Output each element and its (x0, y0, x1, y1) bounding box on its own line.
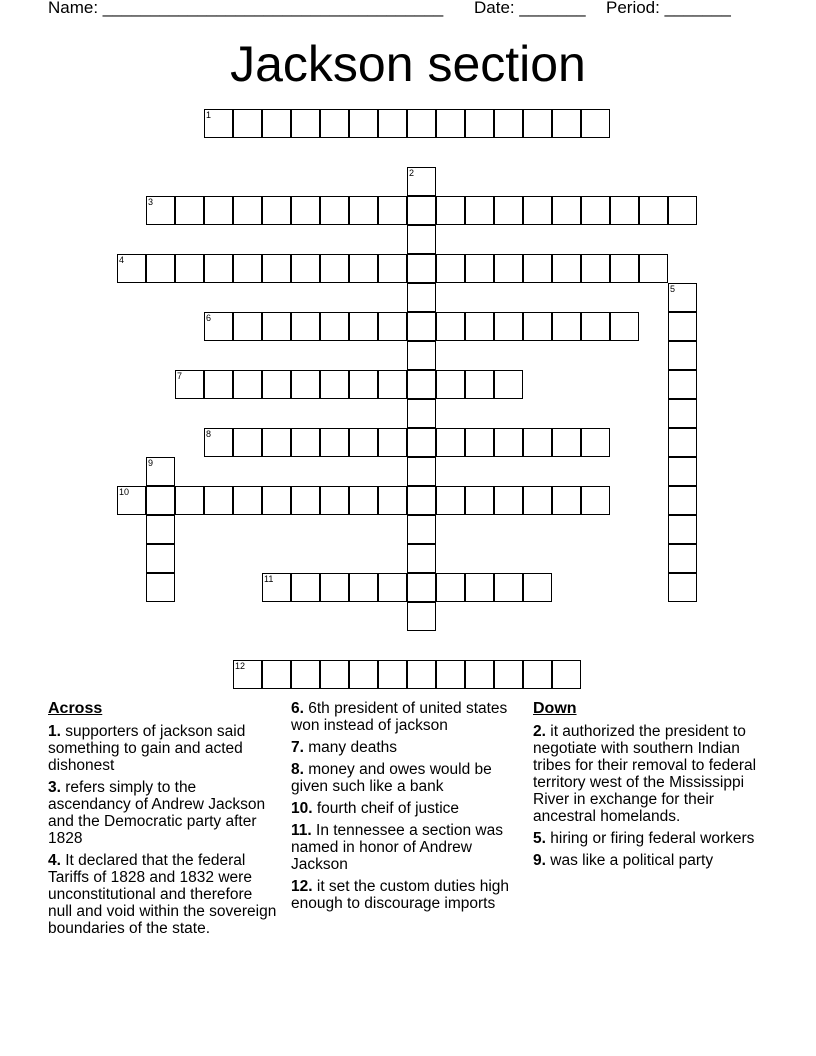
crossword-cell[interactable] (262, 573, 291, 602)
crossword-cell[interactable] (494, 660, 523, 689)
crossword-cell[interactable] (175, 486, 204, 515)
crossword-cell[interactable] (465, 254, 494, 283)
crossword-cell[interactable] (523, 312, 552, 341)
crossword-cell[interactable] (262, 660, 291, 689)
clue-number: 7. (291, 739, 304, 756)
crossword-cell[interactable] (407, 109, 436, 138)
crossword-cell[interactable] (378, 109, 407, 138)
clue-number: 9. (533, 852, 546, 869)
crossword-cell[interactable] (262, 312, 291, 341)
clue-across-6 (291, 700, 526, 734)
crossword-cell[interactable] (668, 196, 697, 225)
crossword-cell[interactable] (233, 196, 262, 225)
crossword-cell[interactable] (175, 370, 204, 399)
crossword-cell[interactable] (436, 196, 465, 225)
crossword-cell[interactable] (407, 544, 436, 573)
crossword-cell[interactable] (436, 254, 465, 283)
clue-text: money and owes would be given such like a bank (291, 761, 492, 795)
crossword-cell[interactable] (436, 370, 465, 399)
across-clues-column-2 (291, 700, 526, 917)
clue-across-12 (291, 878, 526, 912)
crossword-cell[interactable] (668, 399, 697, 428)
clue-number: 11. (291, 822, 312, 839)
crossword-cell[interactable] (262, 370, 291, 399)
name-field-label: Name: ____________________________________ (48, 0, 444, 17)
crossword-cell[interactable] (349, 254, 378, 283)
crossword-cell[interactable] (262, 109, 291, 138)
crossword-cell[interactable] (436, 312, 465, 341)
crossword-cell[interactable] (668, 457, 697, 486)
crossword-cell[interactable] (349, 109, 378, 138)
crossword-cell[interactable] (349, 312, 378, 341)
crossword-cell[interactable] (523, 486, 552, 515)
crossword-cell[interactable] (233, 486, 262, 515)
down-clues-column (533, 700, 773, 874)
crossword-cell[interactable] (668, 486, 697, 515)
crossword-cell[interactable] (262, 428, 291, 457)
crossword-cell[interactable] (407, 660, 436, 689)
crossword-cell[interactable] (291, 428, 320, 457)
crossword-cell[interactable] (146, 196, 175, 225)
crossword-cell[interactable] (291, 312, 320, 341)
crossword-cell[interactable] (320, 196, 349, 225)
clue-across-1 (48, 723, 278, 774)
crossword-cell[interactable] (523, 428, 552, 457)
crossword-cell[interactable] (320, 660, 349, 689)
crossword-cell[interactable] (494, 486, 523, 515)
crossword-cell[interactable] (233, 312, 262, 341)
crossword-cell[interactable] (407, 254, 436, 283)
clue-text: it authorized the president to negotiate with southern Indian tribes for their removal to federal territory west of the Mississippi River in exchange for their ancestral homelands. (533, 723, 757, 825)
across-clues-column-1 (48, 700, 278, 942)
crossword-cell[interactable] (494, 109, 523, 138)
crossword-cell[interactable] (465, 370, 494, 399)
crossword-cell[interactable] (378, 312, 407, 341)
clue-text: hiring or firing federal workers (550, 830, 755, 847)
clue-text: 6th president of united states won instead of jackson (291, 700, 508, 734)
cell-number: 2 (409, 168, 415, 178)
crossword-cell[interactable] (349, 370, 378, 399)
clue-number: 4. (48, 852, 61, 869)
crossword-cell[interactable] (320, 486, 349, 515)
crossword-cell[interactable] (552, 109, 581, 138)
clue-text: fourth cheif of justice (316, 800, 460, 817)
crossword-cell[interactable] (407, 167, 436, 196)
crossword-cell[interactable] (523, 196, 552, 225)
clue-across-8 (291, 761, 526, 795)
crossword-cell[interactable] (204, 196, 233, 225)
crossword-cell[interactable] (349, 660, 378, 689)
clue-number: 6. (291, 700, 304, 717)
crossword-cell[interactable] (407, 515, 436, 544)
crossword-cell[interactable] (436, 660, 465, 689)
crossword-cell[interactable] (523, 573, 552, 602)
crossword-cell[interactable] (204, 312, 233, 341)
clue-across-10 (291, 800, 526, 817)
across-heading: Across (48, 700, 103, 717)
crossword-cell[interactable] (146, 515, 175, 544)
crossword-cell[interactable] (494, 254, 523, 283)
crossword-cell[interactable] (668, 341, 697, 370)
clue-text: supporters of jackson said something to gain and acted dishonest (48, 723, 246, 774)
clue-text: It declared that the federal Tariffs of 1828 and 1832 were unconstitutional and therefore null and void within the sovereign boundaries of the state. (48, 852, 277, 937)
crossword-cell[interactable] (320, 428, 349, 457)
cell-number: 7 (177, 371, 183, 381)
crossword-cell[interactable] (668, 370, 697, 399)
crossword-cell[interactable] (349, 428, 378, 457)
crossword-cell[interactable] (146, 544, 175, 573)
crossword-cell[interactable] (407, 370, 436, 399)
crossword-cell[interactable] (610, 312, 639, 341)
cell-number: 8 (206, 429, 212, 439)
crossword-cell[interactable] (378, 486, 407, 515)
crossword-cell[interactable] (552, 196, 581, 225)
crossword-cell[interactable] (465, 312, 494, 341)
crossword-cell[interactable] (204, 428, 233, 457)
crossword-cell[interactable] (494, 196, 523, 225)
crossword-cell[interactable] (291, 660, 320, 689)
crossword-cell[interactable] (552, 428, 581, 457)
crossword-cell[interactable] (233, 254, 262, 283)
crossword-cell[interactable] (291, 109, 320, 138)
crossword-cell[interactable] (291, 370, 320, 399)
cell-number: 12 (235, 661, 246, 671)
clue-number: 1. (48, 723, 61, 740)
crossword-cell[interactable] (465, 573, 494, 602)
clue-across-4 (48, 852, 278, 937)
crossword-cell[interactable] (378, 370, 407, 399)
crossword-cell[interactable] (349, 196, 378, 225)
crossword-cell[interactable] (378, 660, 407, 689)
clue-across-11 (291, 822, 526, 873)
crossword-cell[interactable] (407, 399, 436, 428)
crossword-cell[interactable] (436, 428, 465, 457)
crossword-cell[interactable] (146, 254, 175, 283)
crossword-cell[interactable] (291, 254, 320, 283)
crossword-cell[interactable] (494, 573, 523, 602)
crossword-cell[interactable] (465, 196, 494, 225)
crossword-cell[interactable] (436, 486, 465, 515)
crossword-cell[interactable] (320, 312, 349, 341)
crossword-cell[interactable] (407, 428, 436, 457)
crossword-cell[interactable] (523, 109, 552, 138)
crossword-cell[interactable] (175, 254, 204, 283)
crossword-cell[interactable] (465, 428, 494, 457)
crossword-cell[interactable] (552, 486, 581, 515)
crossword-cell[interactable] (523, 254, 552, 283)
crossword-cell[interactable] (291, 196, 320, 225)
clue-text: it set the custom duties high enough to discourage imports (291, 878, 510, 912)
clue-number: 3. (48, 779, 61, 796)
crossword-cell[interactable] (581, 428, 610, 457)
crossword-cell[interactable] (378, 254, 407, 283)
crossword-cell[interactable] (581, 312, 610, 341)
cell-number: 1 (206, 110, 212, 120)
crossword-cell[interactable] (552, 312, 581, 341)
cell-number: 6 (206, 313, 212, 323)
crossword-cell[interactable] (552, 660, 581, 689)
period-field-label: Period: _______ (606, 0, 731, 17)
crossword-cell[interactable] (494, 312, 523, 341)
crossword-cell[interactable] (407, 602, 436, 631)
crossword-cell[interactable] (233, 428, 262, 457)
clue-across-7 (291, 739, 526, 756)
crossword-cell[interactable] (349, 486, 378, 515)
crossword-cell[interactable] (204, 486, 233, 515)
crossword-cell[interactable] (262, 254, 291, 283)
crossword-cell[interactable] (204, 254, 233, 283)
clue-number: 2. (533, 723, 546, 740)
crossword-cell[interactable] (465, 660, 494, 689)
clue-text: was like a political party (550, 852, 714, 869)
cell-number: 3 (148, 197, 154, 207)
crossword-cell[interactable] (320, 109, 349, 138)
crossword-cell[interactable] (581, 109, 610, 138)
crossword-cell[interactable] (668, 573, 697, 602)
crossword-cell[interactable] (175, 196, 204, 225)
down-heading: Down (533, 700, 577, 717)
crossword-cell[interactable] (668, 283, 697, 312)
clue-text: many deaths (308, 739, 397, 756)
crossword-cell[interactable] (233, 660, 262, 689)
crossword-cell[interactable] (494, 370, 523, 399)
clue-number: 10. (291, 800, 313, 817)
crossword-cell[interactable] (639, 254, 668, 283)
cell-number: 11 (264, 574, 274, 584)
clue-down-5 (533, 830, 773, 847)
crossword-cell[interactable] (378, 428, 407, 457)
cell-number: 4 (119, 255, 125, 265)
crossword-cell[interactable] (320, 573, 349, 602)
crossword-cell[interactable] (262, 486, 291, 515)
clue-down-9 (533, 852, 773, 869)
clue-across-3 (48, 779, 278, 847)
crossword-cell[interactable] (581, 486, 610, 515)
date-field-label: Date: _______ (474, 0, 586, 17)
crossword-cell[interactable] (407, 283, 436, 312)
crossword-cell[interactable] (494, 428, 523, 457)
crossword-cell[interactable] (146, 573, 175, 602)
crossword-cell[interactable] (407, 196, 436, 225)
clue-number: 5. (533, 830, 546, 847)
clue-number: 12. (291, 878, 313, 895)
clue-down-2 (533, 723, 773, 825)
clue-text: refers simply to the ascendancy of Andrew Jackson and the Democratic party after 1828 (48, 779, 266, 847)
crossword-cell[interactable] (465, 486, 494, 515)
crossword-cell[interactable] (204, 109, 233, 138)
crossword-cell[interactable] (117, 486, 146, 515)
crossword-cell[interactable] (436, 109, 465, 138)
crossword-cell[interactable] (291, 486, 320, 515)
crossword-cell[interactable] (407, 341, 436, 370)
crossword-cell[interactable] (146, 486, 175, 515)
crossword-cell[interactable] (262, 196, 291, 225)
crossword-cell[interactable] (233, 109, 262, 138)
crossword-cell[interactable] (117, 254, 146, 283)
crossword-cell[interactable] (349, 573, 378, 602)
crossword-cell[interactable] (581, 254, 610, 283)
crossword-cell[interactable] (436, 573, 465, 602)
crossword-cell[interactable] (668, 544, 697, 573)
crossword-cell[interactable] (291, 573, 320, 602)
crossword-cell[interactable] (204, 370, 233, 399)
crossword-cell[interactable] (407, 573, 436, 602)
crossword-cell[interactable] (233, 370, 262, 399)
clue-text: In tennessee a section was named in honor of Andrew Jackson (291, 822, 503, 873)
crossword-cell[interactable] (639, 196, 668, 225)
crossword-cell[interactable] (378, 573, 407, 602)
crossword-cell[interactable] (523, 660, 552, 689)
crossword-cell[interactable] (610, 254, 639, 283)
crossword-cell[interactable] (581, 196, 610, 225)
crossword-cell[interactable] (407, 225, 436, 254)
crossword-cell[interactable] (552, 254, 581, 283)
clue-number: 8. (291, 761, 304, 778)
crossword-cell[interactable] (320, 370, 349, 399)
crossword-cell[interactable] (668, 312, 697, 341)
cell-number: 5 (670, 284, 676, 294)
crossword-cell[interactable] (668, 515, 697, 544)
cell-number: 10 (119, 487, 130, 497)
crossword-cell[interactable] (378, 196, 407, 225)
crossword-cell[interactable] (465, 109, 494, 138)
cell-number: 9 (148, 458, 154, 468)
crossword-cell[interactable] (610, 196, 639, 225)
crossword-cell[interactable] (407, 457, 436, 486)
crossword-cell[interactable] (146, 457, 175, 486)
crossword-cell[interactable] (407, 486, 436, 515)
crossword-cell[interactable] (668, 428, 697, 457)
page-title: Jackson section (230, 36, 586, 92)
crossword-cell[interactable] (407, 312, 436, 341)
crossword-cell[interactable] (320, 254, 349, 283)
